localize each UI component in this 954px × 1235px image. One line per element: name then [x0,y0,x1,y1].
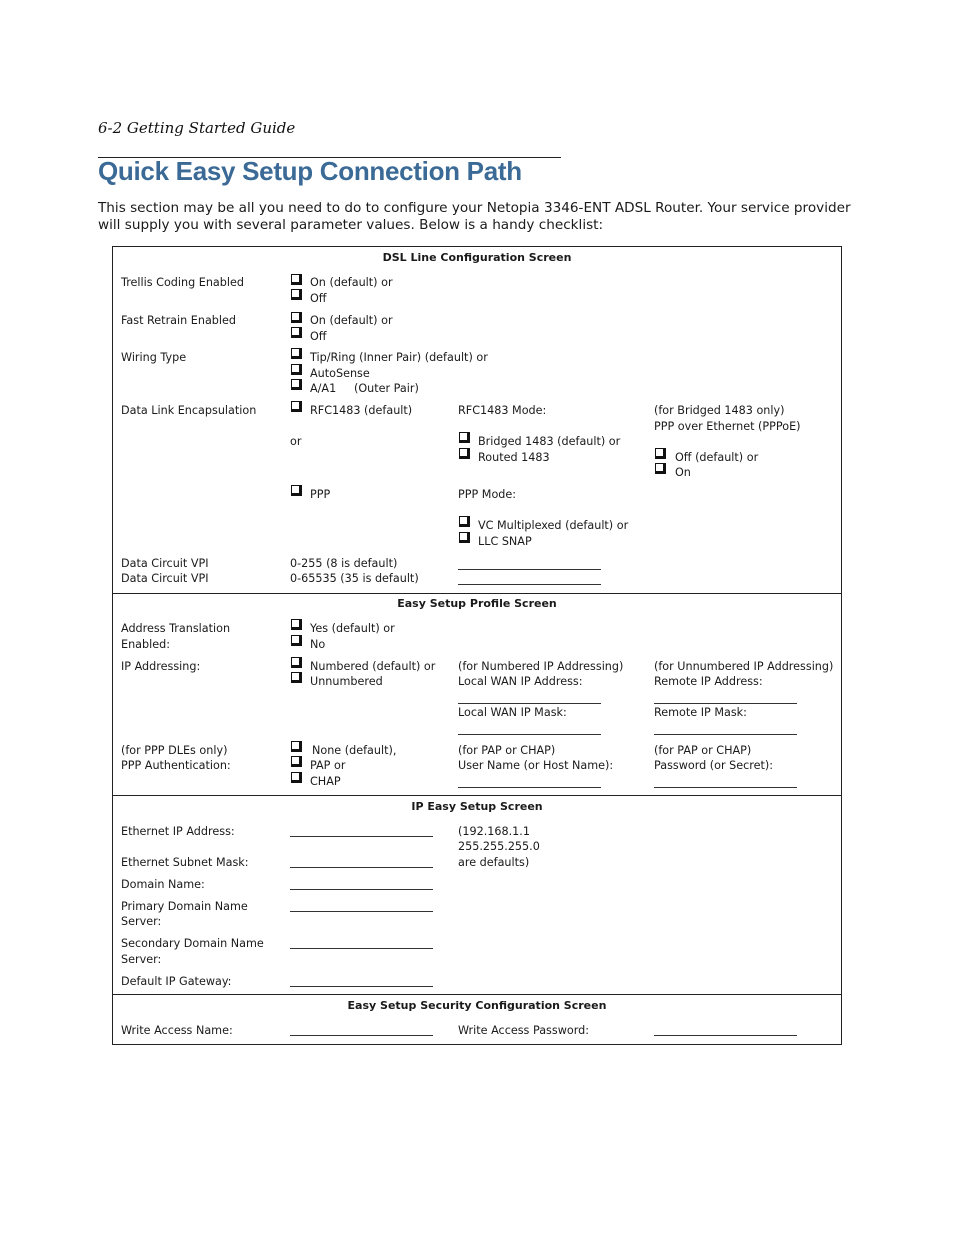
wiring-outer: A/A1 (Outer Pair) [310,382,419,395]
checkbox[interactable] [459,516,470,527]
checkbox[interactable] [291,635,302,646]
rfc1483-mode-label: RFC1483 Mode: [458,404,547,417]
default-mask: 255.255.255.0 [458,840,540,853]
gateway-label: Default IP Gateway: [121,975,232,988]
checkbox[interactable] [291,772,302,783]
checkbox[interactable] [291,401,302,412]
sdns-label-2: Server: [121,953,162,966]
sdns-label: Secondary Domain Name [121,937,264,950]
checkbox[interactable] [459,532,470,543]
addr-yes: Yes (default) or [310,622,395,635]
pdns-blank[interactable] [290,911,433,912]
fast-off: Off [310,330,327,343]
bridged-1483: Bridged 1483 (default) or [478,435,621,448]
domain-blank[interactable] [290,889,433,890]
ppp-auth-label: PPP Authentication: [121,759,231,772]
vci-blank[interactable] [458,584,601,585]
vc-multiplexed: VC Multiplexed (default) or [478,519,629,532]
wiring-autosense: AutoSense [310,367,370,380]
checkbox[interactable] [655,463,666,474]
pppoe-off: Off (default) or [675,451,759,464]
dle-rfc1483: RFC1483 (default) [310,404,413,417]
checkbox[interactable] [291,312,302,323]
section-title: Quick Easy Setup Connection Path [98,156,522,186]
checkbox[interactable] [291,485,302,496]
ppp-dles-label: (for PPP DLEs only) [121,744,228,757]
divider [113,593,841,594]
intro-paragraph: This section may be all you need to do to configure your Netopia 3346-ENT ADSL Router. Your service provider will supply you with several parameter values. Below is a handy checklist: [98,200,851,233]
ppp-mode-label: PPP Mode: [458,488,517,501]
write-name-blank[interactable] [290,1035,433,1036]
trellis-off: Off [310,292,327,305]
llc-snap: LLC SNAP [478,535,532,548]
divider [113,994,841,995]
checkbox[interactable] [291,619,302,630]
checkbox[interactable] [291,741,302,752]
numbered: Numbered (default) or [310,660,436,673]
checkbox[interactable] [655,448,666,459]
addr-no: No [310,638,326,651]
gateway-blank[interactable] [290,986,433,987]
write-password-label: Write Access Password: [458,1024,589,1037]
password-blank[interactable] [654,787,797,788]
addr-translation-label: Address Translation [121,622,231,635]
password-label: Password (or Secret): [654,759,774,772]
wiring-tip-ring: Tip/Ring (Inner Pair) (default) or [310,351,488,364]
fast-on: On (default) or [310,314,393,327]
auth-pap: PAP or [310,759,346,772]
remote-ip-blank[interactable] [654,703,797,704]
vpi-label: Data Circuit VPI [121,557,209,570]
section-heading-dsl: DSL Line Configuration Screen [382,251,572,264]
user-name-label: User Name (or Host Name): [458,759,614,772]
checkbox[interactable] [291,379,302,390]
local-wan-ip-label: Local WAN IP Address: [458,675,583,688]
dle-ppp: PPP [310,488,331,501]
checkbox[interactable] [291,348,302,359]
remote-mask-blank[interactable] [654,734,797,735]
write-name-label: Write Access Name: [121,1024,233,1037]
vpi-range: 0-255 (8 is default) [290,557,398,570]
remote-ip-label: Remote IP Address: [654,675,763,688]
local-wan-ip-blank[interactable] [458,703,601,704]
local-wan-mask-blank[interactable] [458,734,601,735]
defaults-note: are defaults) [458,856,530,869]
fast-retrain-label: Fast Retrain Enabled [121,314,236,327]
vpi-blank[interactable] [458,569,601,570]
section-heading-security: Easy Setup Security Configuration Screen [347,999,607,1012]
section-heading-easy-setup: Easy Setup Profile Screen [397,597,557,610]
default-ip: (192.168.1.1 [458,825,530,838]
sdns-blank[interactable] [290,948,433,949]
checkbox[interactable] [291,327,302,338]
eth-ip-label: Ethernet IP Address: [121,825,235,838]
routed-1483: Routed 1483 [478,451,550,464]
pap-chap-hint: (for PAP or CHAP) [458,744,556,757]
vci-range: 0-65535 (35 is default) [290,572,419,585]
eth-mask-label: Ethernet Subnet Mask: [121,856,249,869]
checkbox[interactable] [291,274,302,285]
checkbox[interactable] [291,289,302,300]
auth-none: None (default), [312,744,397,757]
section-heading-ip: IP Easy Setup Screen [411,800,543,813]
unnumbered: Unnumbered [310,675,383,688]
addr-translation-label-2: Enabled: [121,638,170,651]
trellis-label: Trellis Coding Enabled [121,276,244,289]
user-name-blank[interactable] [458,787,601,788]
checkbox[interactable] [291,657,302,668]
pppoe-on: On [675,466,691,479]
wiring-label: Wiring Type [121,351,187,364]
pdns-label: Primary Domain Name [121,900,248,913]
checkbox[interactable] [291,364,302,375]
write-password-blank[interactable] [654,1035,797,1036]
checklist-table [112,246,842,1045]
trellis-on: On (default) or [310,276,393,289]
pap-chap-hint-2: (for PAP or CHAP) [654,744,752,757]
ip-addressing-label: IP Addressing: [121,660,201,673]
checkbox[interactable] [291,756,302,767]
remote-mask-label: Remote IP Mask: [654,706,747,719]
checkbox[interactable] [459,432,470,443]
eth-mask-blank[interactable] [290,867,433,868]
divider [113,795,841,796]
dle-or: or [290,435,302,448]
vci-label: Data Circuit VPI [121,572,209,585]
bridged-only-hint: (for Bridged 1483 only) [654,404,785,417]
auth-chap: CHAP [310,775,341,788]
unnumbered-hint: (for Unnumbered IP Addressing) [654,660,834,673]
local-wan-mask-label: Local WAN IP Mask: [458,706,567,719]
pdns-label-2: Server: [121,915,162,928]
domain-label: Domain Name: [121,878,205,891]
numbered-hint: (for Numbered IP Addressing) [458,660,624,673]
page-header: 6-2 Getting Started Guide [98,119,296,137]
dle-label: Data Link Encapsulation [121,404,257,417]
checkbox[interactable] [291,672,302,683]
checkbox[interactable] [459,448,470,459]
pppoe-label: PPP over Ethernet (PPPoE) [654,420,801,433]
eth-ip-blank[interactable] [290,836,433,837]
